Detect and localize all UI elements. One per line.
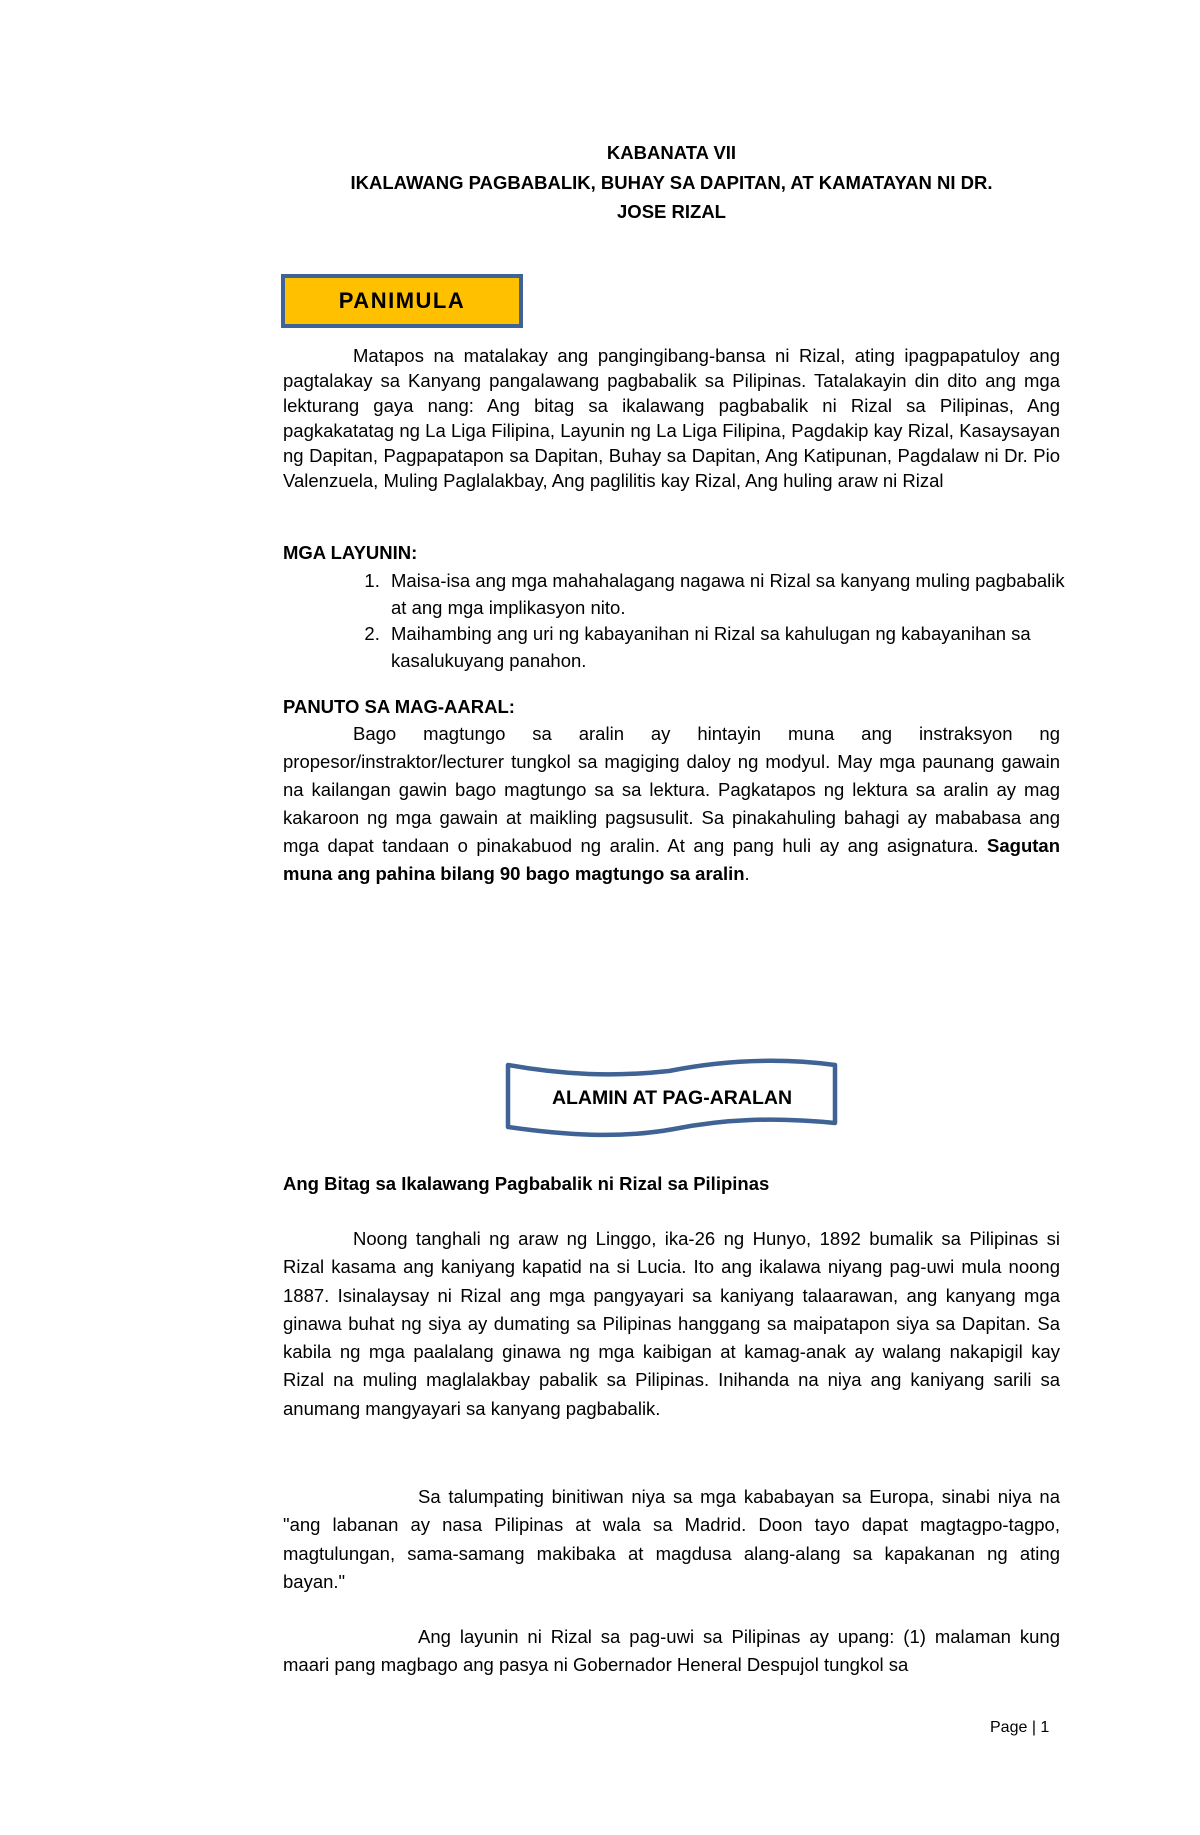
page-number: Page | 1	[990, 1719, 1050, 1736]
panuto-heading: PANUTO SA MAG-AARAL:	[283, 696, 515, 717]
chapter-title-line1: IKALAWANG PAGBABALIK, BUHAY SA DAPITAN, AT KAMATAYAN NI DR.	[350, 171, 993, 193]
body-paragraph-1: Noong tanghali ng araw ng Linggo, ika-26 ng Hunyo, 1892 bumalik sa Pilipinas si Rizal kasama ang kaniyang kapatid na si Lucia. Ito ang ikalawa niyang pag-uwi mula noong 1887. Isinalaysay ni Rizal ang mga pangyayari sa kaniyang talaarawan, ang kanyang mga ginawa buhat ng siya ay dumating sa Pilipinas hanggang sa maipatapon siya sa Dapitan. Sa kabila ng mga paalalang ginawa ng mga kaibigan at kamag-anak ay walang nakapigil kay Rizal na muling maglalakbay pabalik sa Pilipinas. Inihanda na niya ang kaniyang sarili sa anumang mangyayari sa kanyang pagbabalik.	[283, 1228, 1060, 1419]
panuto-end: .	[744, 863, 750, 884]
panimula-label: PANIMULA	[338, 288, 466, 313]
panuto-text: Bago magtungo sa aralin ay hintayin muna ang instraksyon ng propesor/instraktor/lecturer tungkol sa magiging daloy ng modyul. May mga paunang gawain na kailangan gawin bago magtungo sa sa lektura. Pagkatapos ng lektura sa aralin ay mag kakaroon ng mga gawain at maikling pagsusulit. Sa pinakahuling bahagi ay mababasa ang mga dapat tandaan o pinakabuod ng aralin. At ang pang huli ay ang asignatura.	[283, 723, 1060, 856]
alamin-banner	[504, 1055, 840, 1139]
alamin-label: ALAMIN AT PAG-ARALAN	[551, 1086, 793, 1109]
panimula-label-box	[281, 274, 523, 328]
chapter-number: KABANATA VII	[606, 142, 737, 163]
chapter-title-line2: JOSE RIZAL	[617, 201, 726, 222]
objectives-list	[337, 568, 1085, 674]
section-heading: Ang Bitag sa Ikalawang Pagbabalik ni Rizal sa Pilipinas	[283, 1173, 770, 1194]
chapter-title	[283, 138, 1060, 227]
panimula-paragraph: Matapos na matalakay ang pangingibang-bansa ni Rizal, ating ipagpapatuloy ang pagtalakay sa Kanyang pangalawang pagbabalik sa Pilipinas. Tatalakayin din dito ang mga lekturang gaya nang: Ang bitag sa ikalawang pagbabalik ni Rizal sa Pilipinas, Ang pagkakatatag ng La Liga Filipina, Layunin ng La Liga Filipina, Pagdakip kay Rizal, Kasaysayan ng Dapitan, Pagpapatapon sa Dapitan, Buhay sa Dapitan, Ang Katipunan, Pagdalaw ni Dr. Pio Valenzuela, Muling Paglalakbay, Ang paglilitis kay Rizal, Ang huling araw ni Rizal	[283, 345, 1060, 491]
body-paragraph-2: Sa talumpating binitiwan niya sa mga kababayan sa Europa, sinabi niya na "ang labanan ay nasa Pilipinas at wala sa Madrid. Doon tayo dapat magtagpo-tagpo, magtulungan, sama-samang makibaka at magdusa alang-alang sa kapakanan ng ating bayan."	[283, 1486, 1060, 1592]
layunin-heading: MGA LAYUNIN:	[283, 542, 418, 563]
panuto-bold-instruction: Sagutan muna ang pahina bilang 90 bago magtungo sa aralin	[283, 835, 1060, 884]
objective-item: 1. Maisa-isa ang mga mahahalagang nagawa ni Rizal sa kanyang muling pagbabalik at ang mga implikasyon nito.	[385, 568, 1085, 621]
objective-item: 2. Maihambing ang uri ng kabayanihan ni Rizal sa kahulugan ng kabayanihan sa kasalukuyang panahon.	[385, 621, 1085, 674]
body-paragraph-3: Ang layunin ni Rizal sa pag-uwi sa Pilipinas ay upang: (1) malaman kung maari pang magbago ang pasya ni Gobernador Heneral Despujol tungkol sa	[283, 1626, 1060, 1676]
panuto-paragraph	[283, 720, 1060, 888]
